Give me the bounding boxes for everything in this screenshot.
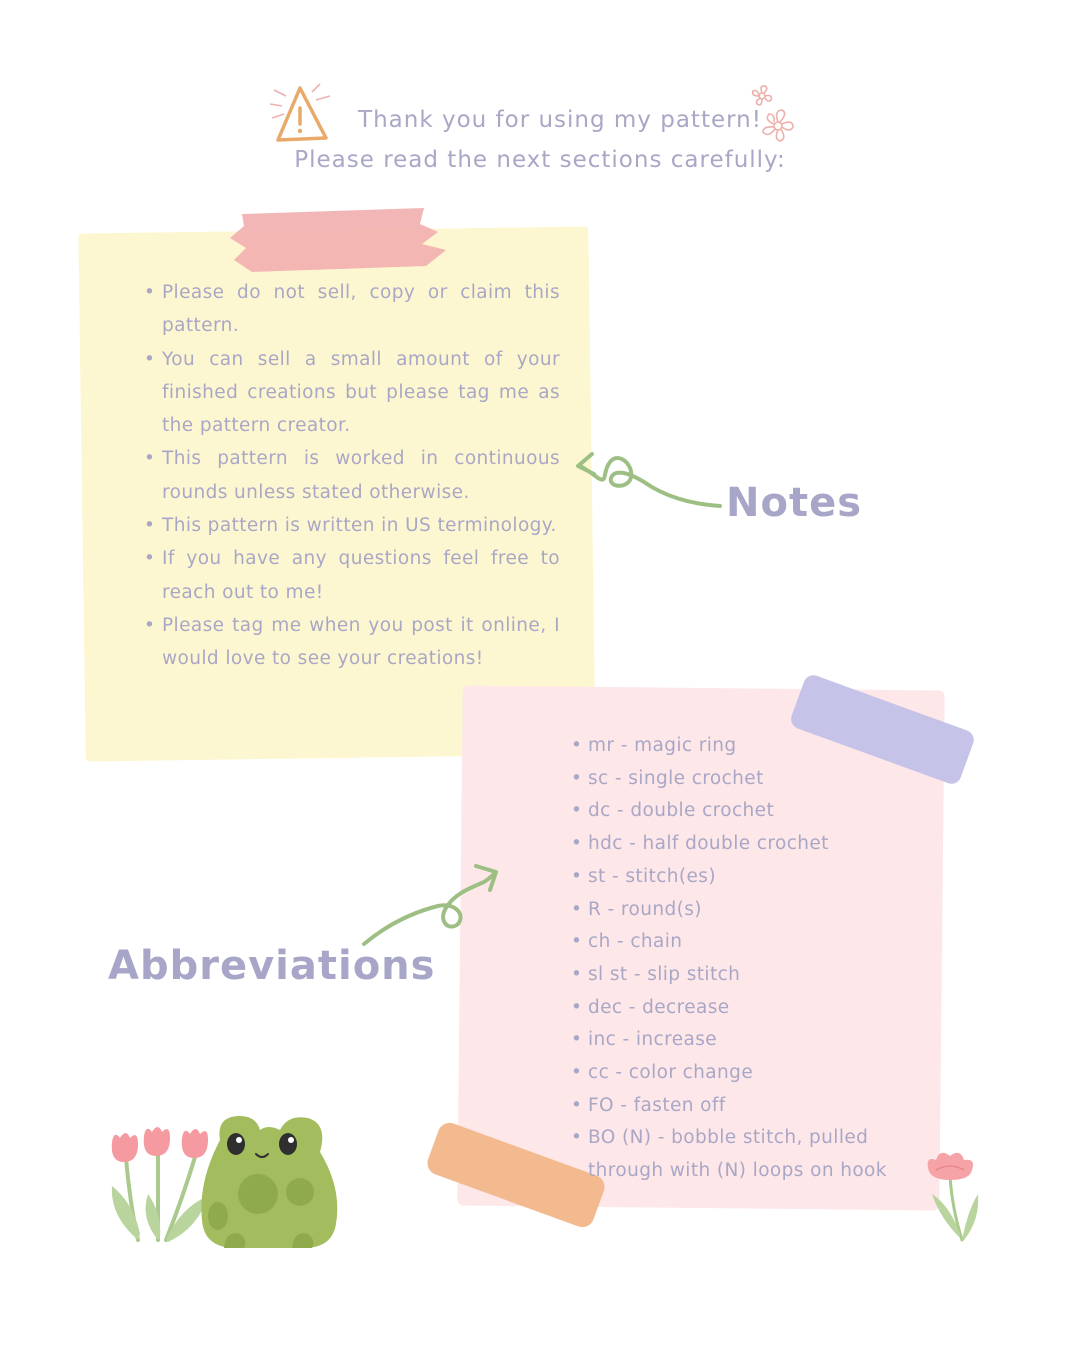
notes-arrow-icon [572,440,724,514]
notes-item: • Please tag me when you post it online, I would love to see your creations! [140,609,560,676]
abbreviation-item: • st - stitch(es) [568,861,913,894]
abbreviation-item: • dec - decrease [568,992,913,1025]
abbreviations-heading: Abbreviations [108,943,436,989]
notes-item: • If you have any questions feel free to reach out to me! [140,542,560,609]
abbreviations-arrow-icon [358,858,504,950]
abbreviations-list [568,730,913,1188]
abbreviation-item: • sc - single crochet [568,763,913,796]
notes-list [140,276,560,676]
abbreviation-item: • ch - chain [568,926,913,959]
abbreviation-item: • sl st - slip stitch [568,959,913,992]
header-thanks-text: Thank you for using my pattern! [358,107,762,133]
pink-flower-illustration [922,1148,982,1244]
pink-tape [228,204,452,276]
notes-item: • This pattern is written in US terminology. [140,509,560,542]
abbreviation-item: • hdc - half double crochet [568,828,913,861]
header-instruction-text: Please read the next sections carefully: [294,147,786,173]
abbreviation-item: • cc - color change [568,1057,913,1090]
notes-item: • You can sell a small amount of your finished creations but please tag me as the pattern creator. [140,343,560,443]
notes-item: • Please do not sell, copy or claim this pattern. [140,276,560,343]
abbreviation-item: • dc - double crochet [568,795,913,828]
header [0,100,1080,180]
abbreviation-item: • mr - magic ring [568,730,913,763]
frog-illustration [196,1112,344,1252]
notes-heading: Notes [726,480,863,526]
abbreviation-item: • inc - increase [568,1024,913,1057]
abbreviation-item: • BO (N) - bobble stitch, pulled through with (N) loops on hook [568,1122,913,1187]
abbreviation-item: • R - round(s) [568,894,913,927]
abbreviation-item: • FO - fasten off [568,1090,913,1123]
notes-item: • This pattern is worked in continuous rounds unless stated otherwise. [140,442,560,509]
